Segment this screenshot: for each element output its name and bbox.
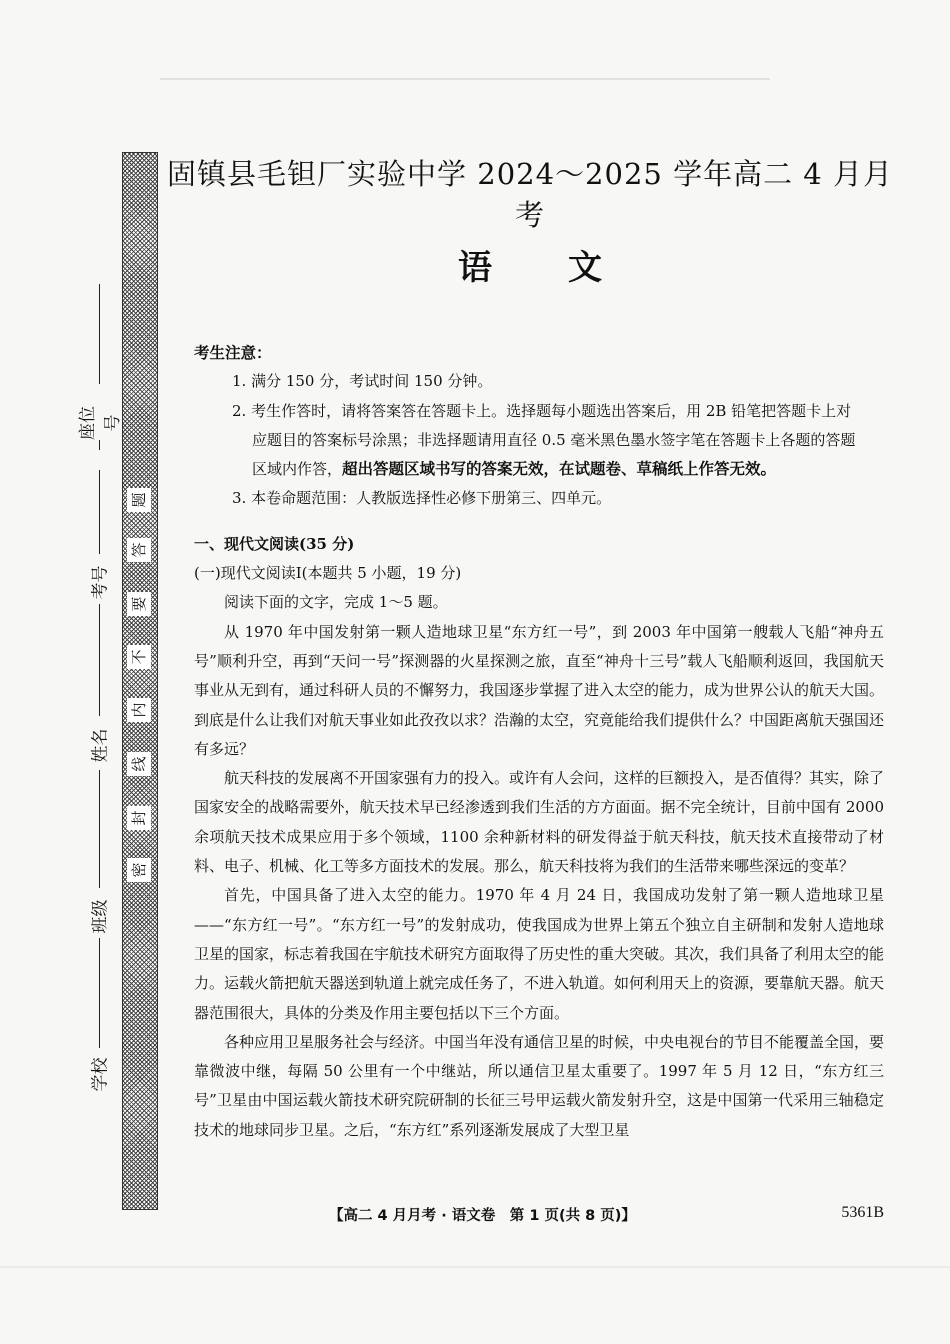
class-line[interactable] <box>99 770 100 888</box>
school-line[interactable] <box>99 938 100 1048</box>
passage-paragraph: 航天科技的发展离不开国家强有力的投入。或许有人会问，这样的巨额投入，是否值得？其实，除了国家安全的战略需要外，航天技术早已经渗透到我们生活的方方面面。据不完全统计，目前中国有 2000 余项航天技术成果应用于多个领域，1100 余种新材料的研发得益于航天科技，航天技术直接带动了材料、电子、机械、化工等多方面技术的发展。那么，航天科技将为我们的生活带来哪些深远的变革？ <box>194 769 885 876</box>
seal-char: 内 <box>127 698 151 722</box>
seal-char: 题 <box>127 488 151 512</box>
exam-content <box>194 338 884 1145</box>
seal-char: 密 <box>127 858 151 882</box>
school-label: 学校 <box>90 1057 111 1092</box>
subsection-heading: (一)现代文阅读Ⅰ(本题共 5 小题，19 分) <box>194 564 462 583</box>
notice-item: 3. 本卷命题范围：人教版选择性必修下册第三、四单元。 <box>232 489 612 508</box>
seal-char: 要 <box>127 592 151 616</box>
paper-code: 5361B <box>841 1204 884 1221</box>
notice-item: 1. 满分 150 分，考试时间 150 分钟。 <box>232 372 493 391</box>
instruction: 阅读下面的文字，完成 1～5 题。 <box>224 593 448 612</box>
seal-char: 答 <box>127 538 151 562</box>
subject-char: 语 <box>458 248 492 288</box>
notice-heading: 考生注意： <box>194 343 272 362</box>
seal-char: 不 <box>127 645 151 669</box>
subject-title <box>160 240 900 289</box>
passage-paragraph: 从 1970 年中国发射第一颗人造地球卫星“东方红一号”，到 2003 年中国第一艘载人飞船“神舟五号”顺利升空，再到“天问一号”探测器的火星探测之旅，直至“神舟十三号”载人飞船顺利返回，我国航天事业从无到有，通过科研人员的不懈努力，我国逐步掌握了进入太空的能力，成为世界公认的航天大国。到底是什么让我们对航天事业如此孜孜以求？浩瀚的太空，究竟能给我们提供什么？中国距离航天强国还有多远？ <box>194 622 885 758</box>
notice-text: 区域内作答， <box>252 460 343 479</box>
seal-char: 封 <box>127 806 151 830</box>
name-line[interactable] <box>99 604 100 716</box>
notice-emphasis: 超出答题区域书写的答案无效，在试题卷、草稿纸上作答无效。 <box>342 460 777 479</box>
seal-char: 线 <box>127 752 151 776</box>
scan-edge-bottom <box>0 1266 950 1268</box>
scan-edge-top <box>160 78 770 80</box>
exam-number-label: 考号 <box>90 565 111 600</box>
notice-item-cont <box>194 455 884 484</box>
class-label: 班级 <box>90 899 111 934</box>
exam-number-line[interactable] <box>99 470 100 554</box>
exam-title: 固镇县毛钽厂实验中学 2024～2025 学年高二 4 月月考 <box>167 157 893 232</box>
notice-item-cont: 应题目的答案标号涂黑；非选择题请用直径 0.5 毫米黑色墨水签字笔在答题卡上各题的答题 <box>252 430 856 449</box>
seat-number-label: 座位号 <box>78 406 123 440</box>
subject-char: 文 <box>568 248 602 288</box>
name-label: 姓名 <box>90 728 111 763</box>
footer-label: 【高二 4 月月考 · 语文卷 第 1 页(共 8 页)】 <box>329 1208 636 1224</box>
seal-strip <box>122 152 158 1210</box>
passage-paragraph: 各种应用卫星服务社会与经济。中国当年没有通信卫星的时候，中央电视台的节目不能覆盖全国，要靠微波中继，每隔 50 公里有一个中继站，所以通信卫星太重要了。1997 年 5 月 12 日，“东方红三号”卫星由中国运载火箭技术研究院研制的长征三号甲运载火箭发射升空，这是中国第一代采用三轴稳定技术的地球同步卫星。之后，“东方红”系列逐渐发展成了大型卫星 <box>194 1032 885 1139</box>
seat-number-line-lower <box>99 440 100 450</box>
notice-item: 2. 考生作答时，请将答案答在答题卡上。选择题每小题选出答案后，用 2B 铅笔把答题卡上对 <box>232 401 852 420</box>
section-heading: 一、现代文阅读(35 分) <box>194 534 355 553</box>
seat-number-line[interactable] <box>99 284 100 384</box>
passage-paragraph: 首先，中国具备了进入太空的能力。1970 年 4 月 24 日，我国成功发射了第一颗人造地球卫星——“东方红一号”。“东方红一号”的发射成功，使我国成为世界上第五个独立自主研制和发射人造地球卫星的国家，标志着我国在宇航技术研究方面取得了历史性的重大突破。其次，我们具备了利用太空的能力。运载火箭把航天器送到轨道上就完成任务了，不进入轨道。如何利用天上的资源，要靠航天器。航天器范围很大，具体的分类及作用主要包括以下三个方面。 <box>194 886 885 1022</box>
